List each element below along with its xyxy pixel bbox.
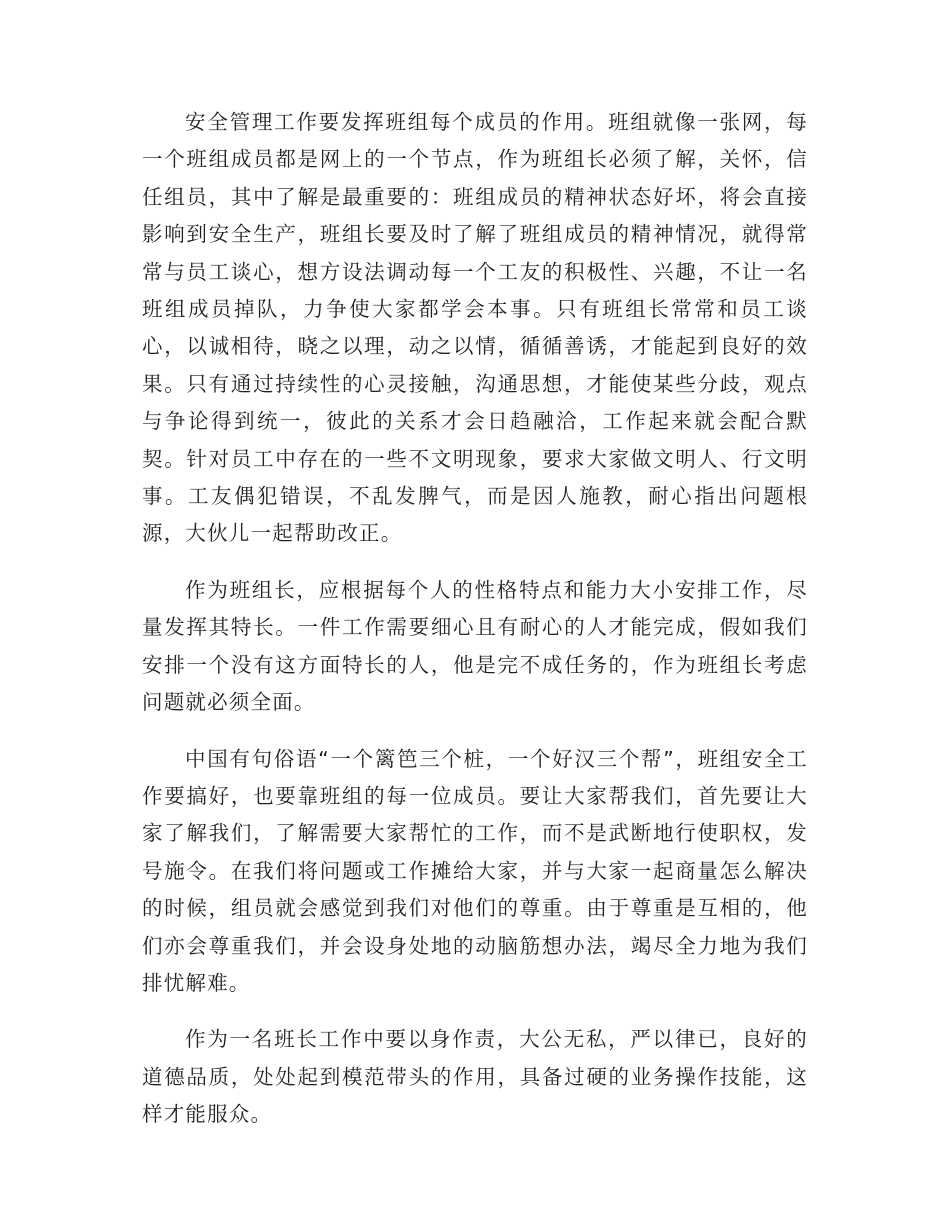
paragraph-1: 安全管理工作要发挥班组每个成员的作用。班组就像一张网，每一个班组成员都是网上的一个节点，作为班组长必须了解，关怀，信任组员，其中了解是最重要的：班组成员的精神状态好坏，将会直接影响到安全生产，班组长要及时了解了班组成员的精神情况，就得常常与员工谈心，想方设法调动每一个工友的积极性、兴趣，不让一名班组成员掉队，力争使大家都学会本事。只有班组长常常和员工谈心，以诚相待，晓之以理，动之以情，循循善诱，才能起到良好的效果。只有通过持续性的心灵接触，沟通思想，才能使某些分歧，观点与争论得到统一，彼此的关系才会日趋融洽，工作起来就会配合默契。针对员工中存在的一些不文明现象，要求大家做文明人、行文明事。工友偶犯错误，不乱发脾气，而是因人施教，耐心指出问题根源，大伙儿一起帮助改正。 [142, 110, 808, 546]
document-body [142, 104, 808, 1153]
paragraph-2: 作为班组长，应根据每个人的性格特点和能力大小安排工作，尽量发挥其特长。一件工作需要细心且有耐心的人才能完成，假如我们安排一个没有这方面特长的人，他是完不成任务的，作为班组长考虑问题就必须全面。 [142, 577, 808, 715]
paragraph-4: 作为一名班长工作中要以身作责，大公无私，严以律已，良好的道德品质，处处起到模范带头的作用，具备过硬的业务操作技能，这样才能服众。 [142, 1027, 808, 1127]
paragraph-3: 中国有句俗语“一个篱笆三个桩，一个好汉三个帮”，班组安全工作要搞好，也要靠班组的每一位成员。要让大家帮我们，首先要让大家了解我们，了解需要大家帮忙的工作，而不是武断地行使职权，发号施令。在我们将问题或工作摊给大家，并与大家一起商量怎么解决的时候，组员就会感觉到我们对他们的尊重。由于尊重是互相的，他们亦会尊重我们，并会设身处地的动脑筋想办法，竭尽全力地为我们排忧解难。 [142, 746, 808, 995]
